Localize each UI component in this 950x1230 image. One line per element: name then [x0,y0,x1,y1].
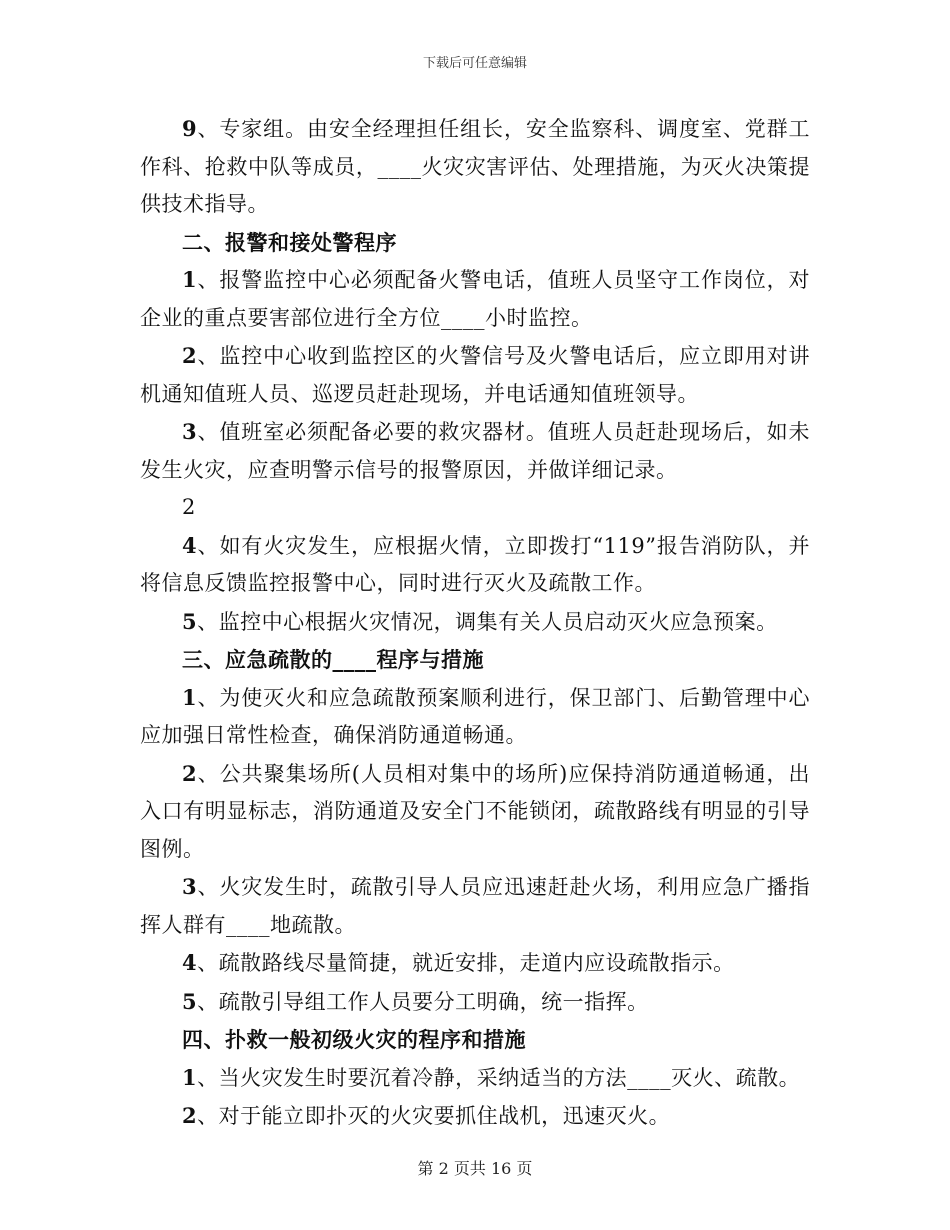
item-text: 、如有火灾发生，应根据火情，立即拨打“119”报告消防队，并将信息反馈监控报警中心，同时进行灭火及疏散工作。 [140,533,810,595]
item-number: 9 [182,116,198,141]
item-number: 2 [182,343,198,368]
paragraph-item [140,413,810,489]
item-text: 、疏散引导组工作人员要分工明确，统一指挥。 [197,989,649,1014]
paragraph-item-9 [140,110,810,224]
item-text: 、公共聚集场所(人员相对集中的场所)应保持消防通道畅通，出入口有明显标志，消防通道及安全门不能锁闭，疏散路线有明显的引导图例。 [140,761,810,861]
page-footer: 第 2 页共 16 页 [417,1159,533,1178]
item-number: 1 [182,1064,198,1090]
item-text: 、当火灾发生时要沉着冷静，采纳适当的方法____灭火、疏散。 [197,1065,801,1090]
item-number: 1 [182,267,198,292]
paragraph-item [140,337,810,413]
paragraph-item [140,944,810,983]
paragraph-item [140,261,810,337]
paragraph-item [140,983,810,1022]
paragraph-item [140,1097,810,1136]
item-text: 、为使灭火和应急疏散预案顺利进行，保卫部门、后勤管理中心应加强日常性检查，确保消防通道畅通。 [140,685,810,747]
section-heading-4: 四、扑救一般初级火灾的程序和措施 [182,1027,526,1052]
item-text: 、报警监控中心必须配备火警电话，值班人员坚守工作岗位，对企业的重点要害部位进行全方位____小时监控。 [140,268,810,330]
item-text: 、值班室必须配备必要的救灾器材。值班人员赶赴现场后，如未发生火灾，应查明警示信号的报警原因，并做详细记录。 [140,420,810,482]
item-text: 、对于能立即扑灭的火灾要抓住战机，迅速灭火。 [197,1104,671,1128]
section-heading-3: 三、应急疏散的____程序与措施 [182,647,484,672]
item-text: 、监控中心根据火灾情况，调集有关人员启动灭火应急预案。 [197,609,778,634]
item-number: 2 [182,760,198,786]
item-text: 、火灾发生时，疏散引导人员应迅速赶赴火场，利用应急广播指挥人群有____地疏散。 [140,875,810,937]
paragraph-item [140,679,810,755]
item-text: 、疏散路线尽量简捷，就近安排，走道内应设疏散指示。 [197,951,735,975]
section-heading-2: 二、报警和接处警程序 [182,229,397,255]
stray-number: 2 [182,495,196,519]
paragraph-item [140,603,810,642]
item-number: 4 [182,950,198,975]
paragraph-item [140,527,810,603]
page-header: 下载后可任意编辑 [422,56,527,71]
item-number: 1 [182,684,198,710]
item-number: 3 [182,874,198,899]
item-text: 、专家组。由安全经理担任组长，安全监察科、调度室、党群工作科、抢救中队等成员，____火灾灾害评估、处理措施，为灭火决策提供技术指导。 [140,117,810,216]
item-number: 5 [182,608,198,634]
paragraph-item [140,1059,810,1098]
item-number: 2 [182,1103,198,1128]
document-body [140,110,810,1136]
item-number: 5 [182,988,198,1014]
paragraph-item [140,755,810,869]
item-number: 3 [182,419,198,444]
item-text: 、监控中心收到监控区的火警信号及火警电话后，应立即用对讲机通知值班人员、巡逻员赶赴现场，并电话通知值班领导。 [140,344,810,406]
item-number: 4 [182,532,198,558]
paragraph-item [140,868,810,944]
